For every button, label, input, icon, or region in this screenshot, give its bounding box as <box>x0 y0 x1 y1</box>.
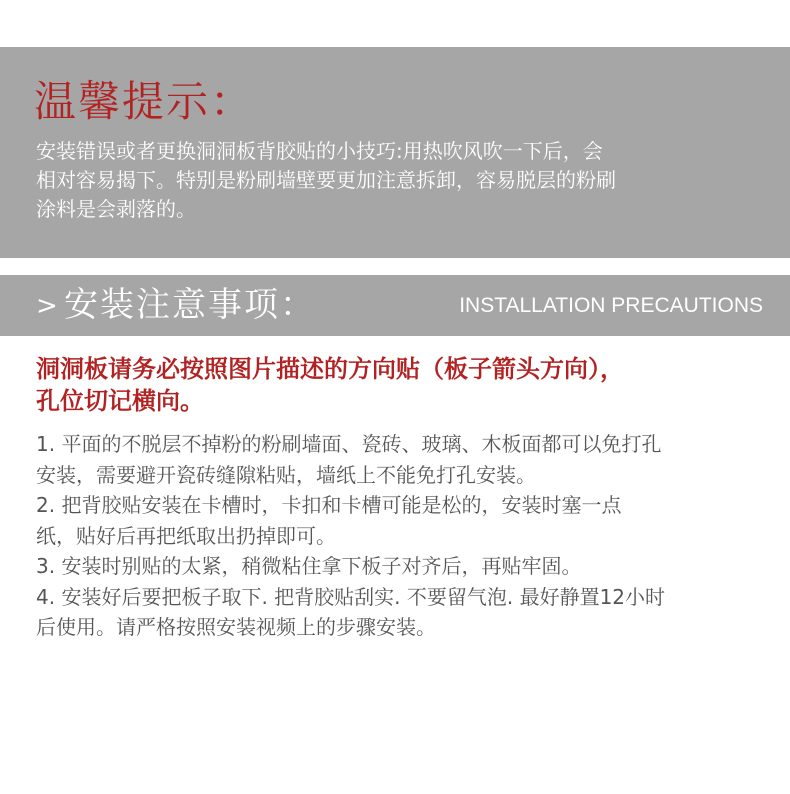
step-line: 纸，贴好后再把纸取出扔掉即可。 <box>36 523 336 548</box>
warning-notice <box>36 353 766 417</box>
tip-body <box>36 137 751 224</box>
step-line: 2. 把背胶贴安装在卡槽时，卡扣和卡槽可能是松的，安装时塞一点 <box>36 493 622 517</box>
step-line: 1. 平面的不脱层不掉粉的粉刷墙面、瓷砖、玻璃、木板面都可以免打孔 <box>36 432 662 456</box>
installation-steps <box>36 429 766 643</box>
tip-line: 安装错误或者更换洞洞板背胶贴的小技巧:用热吹风吹一下后，会 <box>36 139 603 163</box>
step-line: 3. 安装时别贴的太紧，稍微粘住拿下板子对齐后，再贴牢固。 <box>36 554 582 578</box>
chevron-right-icon: > <box>36 291 58 321</box>
warning-line: 孔位切记横向。 <box>36 387 204 415</box>
tip-line: 涂料是会剥落的。 <box>36 197 196 221</box>
tip-panel <box>0 47 790 258</box>
warning-line: 洞洞板请务必按照图片描述的方向贴（板子箭头方向）， <box>36 355 624 383</box>
step-line: 4. 安装好后要把板子取下. 把背胶贴刮实. 不要留气泡. 最好静置12小时 <box>36 584 666 609</box>
section-title: 安装注意事项： <box>64 285 316 325</box>
step-line: 后使用。请严格按照安装视频上的步骤安装。 <box>36 615 436 639</box>
section-header-bar <box>0 275 790 336</box>
tip-line: 相对容易揭下。特别是粉刷墙壁要更加注意拆卸，容易脱层的粉刷 <box>36 168 616 192</box>
step-line: 安装，需要避开瓷砖缝隙粘贴，墙纸上不能免打孔安装。 <box>36 462 536 487</box>
tip-title: 温馨提示： <box>34 77 255 126</box>
section-title-english: INSTALLATION PRECAUTIONS <box>459 294 763 317</box>
